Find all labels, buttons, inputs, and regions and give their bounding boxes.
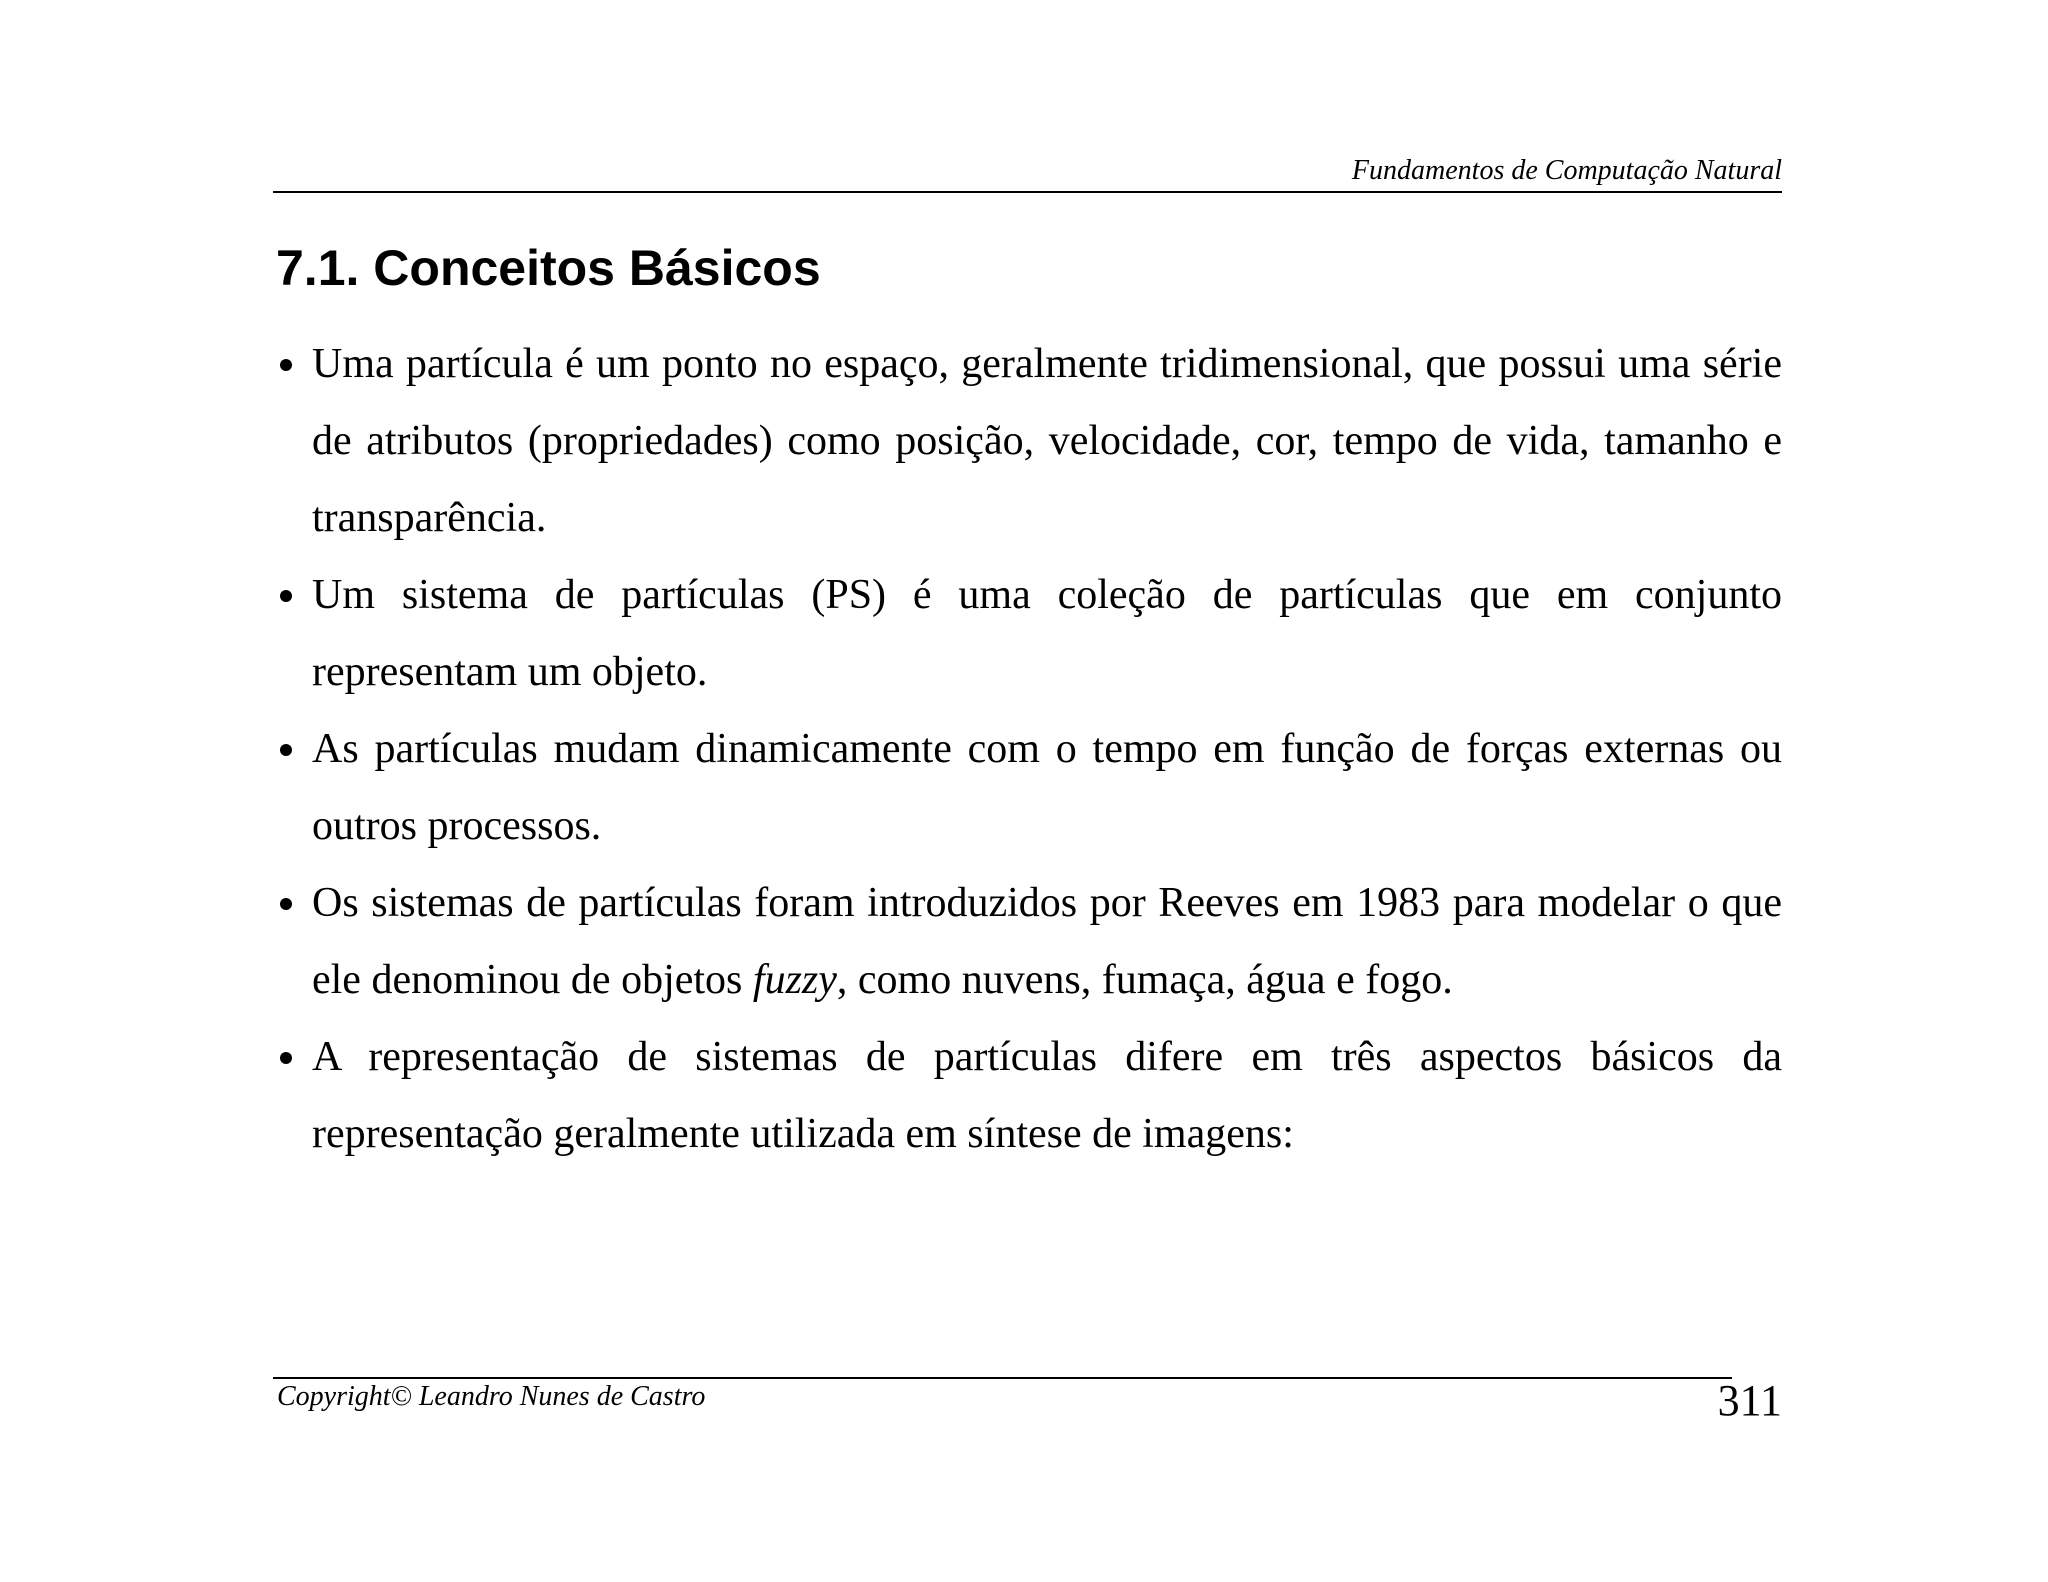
bullet-text: A representação de sistemas de partículas difere em três aspectos básicos da representação geralmente utilizada em síntese de imagens: [312,1034,1782,1157]
bullet-item-dynamics [274,711,1782,865]
running-header: Fundamentos de Computação Natural [1351,155,1782,186]
section-title: 7.1. Conceitos Básicos [276,240,821,296]
bullet-text-after: , como nuvens, fumaça, água e fogo. [836,957,1453,1003]
bullet-text: As partículas mudam dinamicamente com o tempo em função de forças externas ou outros processos. [312,726,1782,849]
bullet-text: Um sistema de partículas (PS) é uma coleção de partículas que em conjunto representam um objeto. [312,572,1782,695]
bullet-text: Uma partícula é um ponto no espaço, geralmente tridimensional, que possui uma série de atributos (propriedades) como posição, velocidade, cor, tempo de vida, tamanho e transparência. [312,341,1782,541]
bullet-item-reeves [274,865,1782,1019]
page-number: 311 [1717,1376,1782,1425]
bullet-item-particle [274,326,1782,557]
footer-copyright: Copyright© Leandro Nunes de Castro [277,1381,706,1412]
bullet-text-before: Os sistemas de partículas foram introduzidos por Reeves em 1983 para modelar o que ele denominou de objetos [312,880,1782,1003]
header-rule [273,191,1782,193]
bullet-item-representation [274,1019,1782,1173]
bullet-list [274,326,1782,1173]
footer-rule [273,1377,1732,1379]
bullet-emphasis-fuzzy: fuzzy [752,957,837,1003]
bullet-item-particle-system [274,557,1782,711]
